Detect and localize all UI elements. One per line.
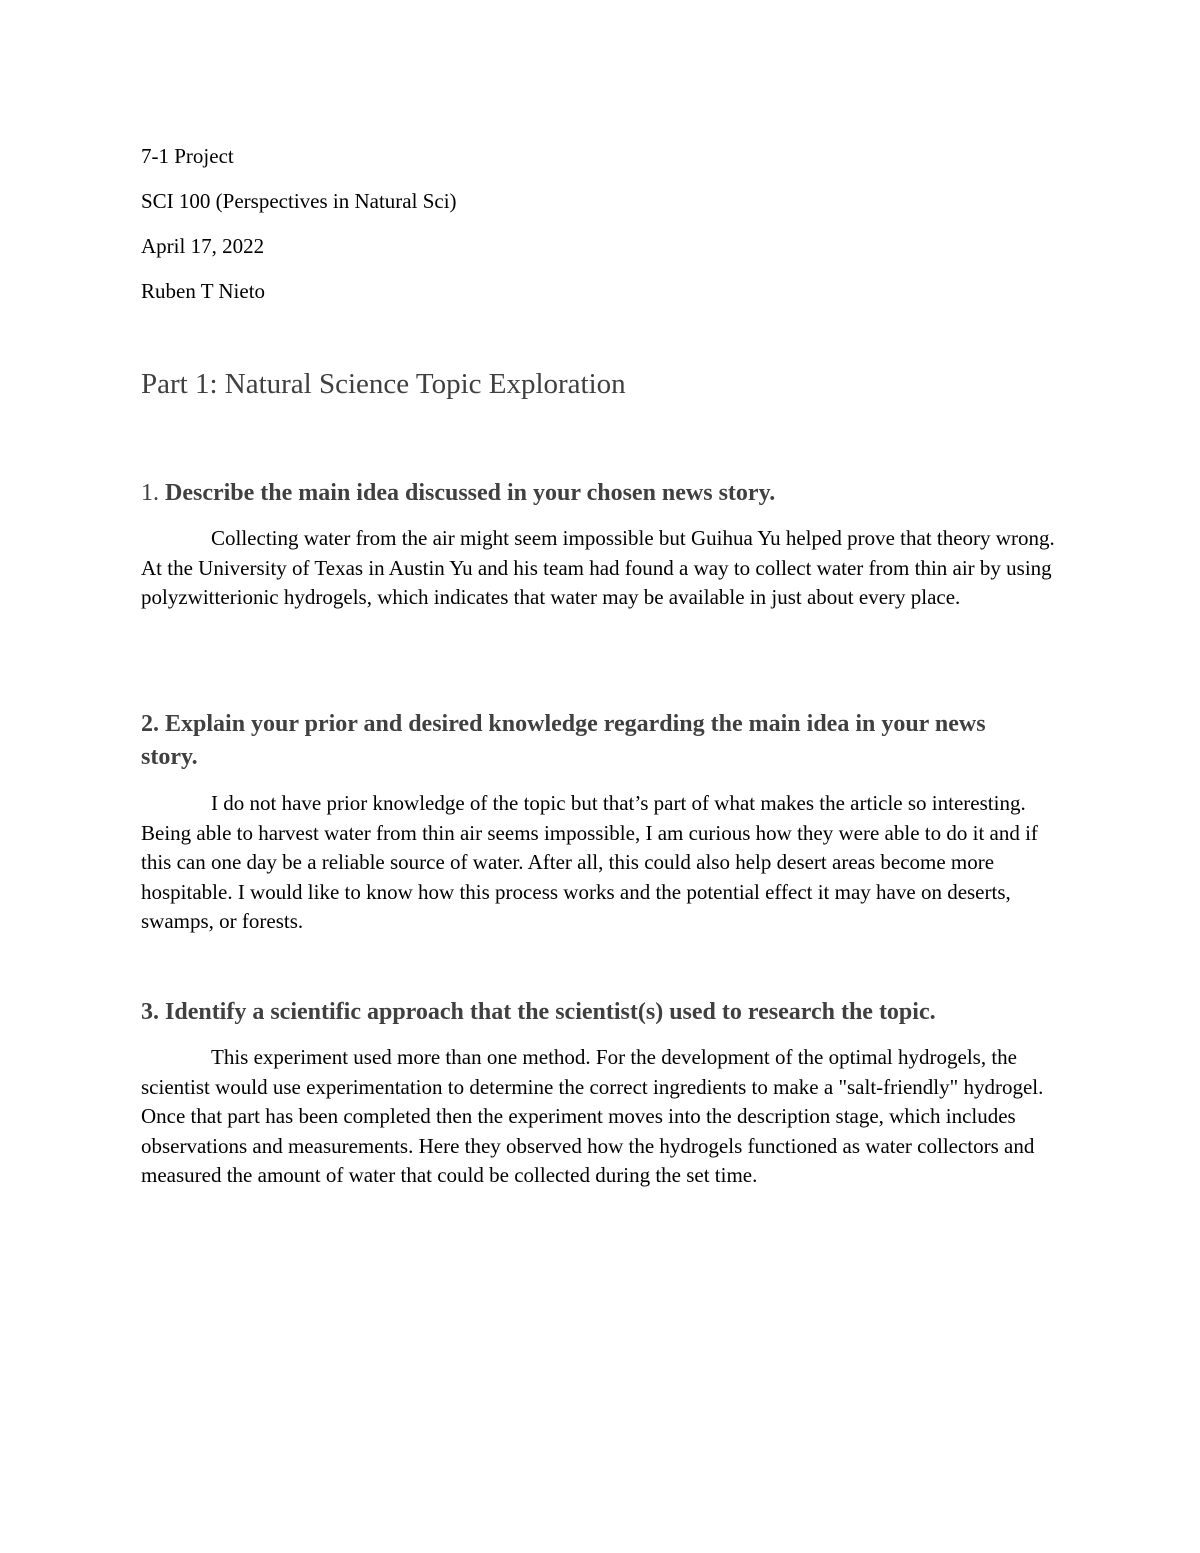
question-3-answer: This experiment used more than one method. For the development of the optimal hydrogels, the scientist would use experimentation to determine the correct ingredients to make a "salt-friendly" hydrogel. Once that part has been completed then the experiment moves into the description stage, which includes observations and measurements. Here they observed how the hydrogels functioned as water collectors and measured the amount of water that could be collected during the set time.: [141, 1045, 1044, 1187]
question-3-number: 3.: [141, 999, 159, 1025]
question-2-text: Explain your prior and desired knowledge regarding the main idea in your news story.: [141, 711, 986, 770]
question-1-heading: [141, 477, 1041, 510]
question-2-heading: [141, 708, 1041, 774]
question-1-text: Describe the main idea discussed in your chosen news story.: [165, 480, 776, 506]
question-1-answer: Collecting water from the air might seem impossible but Guihua Yu helped prove that theory wrong. At the University of Texas in Austin Yu and his team had found a way to collect water from thin air by using polyzwitterionic hydrogels, which indicates that water may be available in just about every place.: [141, 526, 1055, 609]
question-3-text: Identify a scientific approach that the scientist(s) used to research the topic.: [165, 999, 936, 1025]
question-2-answer: I do not have prior knowledge of the topic but that’s part of what makes the article so interesting. Being able to harvest water from thin air seems impossible, I am curious how they were able to do it and if this can one day be a reliable source of water. After all, this could also help desert areas become more hospitable. I would like to know how this process works and the potential effect it may have on deserts, swamps, or forests.: [141, 791, 1038, 933]
question-3-heading: [141, 996, 1041, 1029]
question-2-number: 2.: [141, 711, 159, 737]
document-date: April 17, 2022: [141, 234, 265, 258]
part-heading: Part 1: Natural Science Topic Exploration: [141, 368, 626, 400]
author-name: Ruben T Nieto: [141, 279, 266, 303]
project-title: 7-1 Project: [141, 144, 234, 168]
question-1-number: 1.: [141, 480, 159, 506]
course-name: SCI 100 (Perspectives in Natural Sci): [141, 189, 457, 213]
